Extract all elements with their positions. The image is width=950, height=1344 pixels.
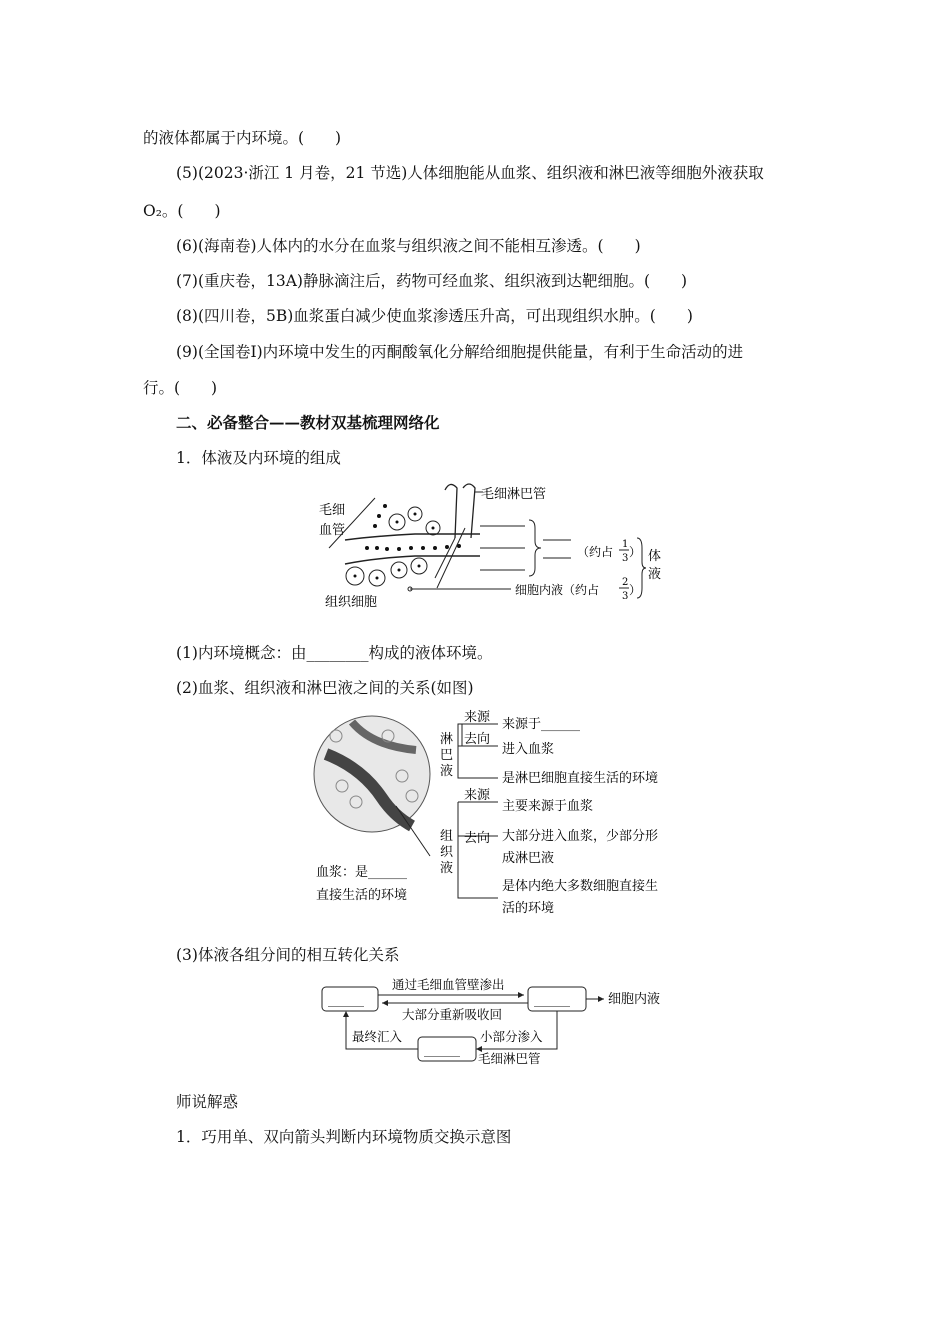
text-line-2: (5)(2023·浙江 1 月卷，21 节选)人体细胞能从血浆、组织液和淋巴液等细胞外液获取 bbox=[176, 164, 764, 182]
item-heading-1: 1．体液及内环境的组成 bbox=[176, 449, 341, 467]
question-2: (2)血浆、组织液和淋巴液之间的关系(如图) bbox=[176, 679, 474, 697]
tissue-cell-label: 组织细胞 bbox=[325, 595, 378, 610]
small-part-text-1: 小部分渗入 bbox=[480, 1029, 543, 1044]
final-join-text: 最终汇入 bbox=[352, 1029, 403, 1044]
tissue-env-text-1: 是体内绝大多数细胞直接生 bbox=[502, 879, 659, 894]
plasma-box-blank: ______ bbox=[328, 993, 364, 1007]
teacher-heading: 师说解惑 bbox=[176, 1093, 239, 1111]
tissue-source-label: 来源 bbox=[464, 788, 491, 803]
lymph-char-1: 淋 bbox=[440, 732, 454, 747]
body-fluid-figure bbox=[315, 478, 675, 618]
fluid-relationship-figure bbox=[312, 706, 682, 924]
lymph-dest-text: 进入血浆 bbox=[502, 742, 555, 757]
tissue-env-text-2: 活的环境 bbox=[502, 901, 555, 916]
tissue-char-1: 组 bbox=[440, 829, 454, 844]
frac2-num: 2 bbox=[622, 577, 629, 588]
approx-third-label: （约占 bbox=[577, 545, 614, 559]
lymph-source-text: 来源于______ bbox=[502, 717, 581, 732]
reabsorb-text: 大部分重新吸收回 bbox=[402, 1007, 503, 1022]
body-fluid-label-1: 体 bbox=[648, 549, 662, 564]
tip-1: 1．巧用单、双向箭头判断内环境物质交换示意图 bbox=[176, 1128, 512, 1146]
text-line-3: O₂。( ) bbox=[143, 202, 221, 220]
tissue-cells bbox=[346, 507, 440, 586]
tissue-char-3: 液 bbox=[440, 861, 454, 876]
conversion-figure bbox=[318, 975, 678, 1065]
tissue-char-2: 织 bbox=[440, 845, 454, 860]
text-line-6: (8)(四川卷，5B)血浆蛋白减少使血浆渗透压升高，可出现组织水肿。( ) bbox=[176, 307, 693, 325]
intracellular-text: 细胞内液 bbox=[608, 992, 661, 1007]
lymph-env-text: 是淋巴细胞直接生活的环境 bbox=[502, 771, 659, 786]
frac2-den: 3 bbox=[622, 591, 629, 602]
plasma-label-2: 直接生活的环境 bbox=[316, 888, 408, 903]
text-line-7: (9)(全国卷Ⅰ)内环境中发生的丙酮酸氧化分解给细胞提供能量，有利于生命活动的进 bbox=[176, 343, 744, 361]
tissue-dest-label: 去向 bbox=[464, 831, 491, 846]
section-heading: 二、必备整合——教材双基梳理网络化 bbox=[176, 413, 440, 432]
tissue-dest-text-2: 成淋巴液 bbox=[502, 851, 555, 866]
text-line-8: 行。( ) bbox=[143, 379, 218, 397]
tissue-box-blank: ______ bbox=[534, 993, 570, 1007]
question-1: (1)内环境概念：由________构成的液体环境。 bbox=[176, 644, 493, 662]
tissue-source-text: 主要来源于血浆 bbox=[502, 799, 594, 814]
capillary-label-2: 血管 bbox=[319, 523, 346, 538]
body-fluid-label-2: 液 bbox=[648, 567, 662, 582]
text-line-1: 的液体都属于内环境。( ) bbox=[143, 129, 342, 147]
tissue-dest-text-1: 大部分进入血浆，少部分形 bbox=[502, 829, 659, 844]
intracellular-label: 细胞内液（约占 bbox=[515, 583, 600, 597]
text-line-4: (6)(海南卷)人体内的水分在血浆与组织液之间不能相互渗透。( ) bbox=[176, 237, 641, 255]
plasma-label-1: 血浆：是______ bbox=[316, 865, 408, 880]
lymph-char-3: 液 bbox=[440, 764, 454, 779]
lymph-capillary-label: 毛细淋巴管 bbox=[481, 487, 547, 502]
blood-dots bbox=[365, 504, 461, 551]
small-part-text-2: 毛细淋巴管 bbox=[478, 1051, 541, 1065]
close-2: ） bbox=[629, 583, 642, 597]
close-1: ） bbox=[629, 545, 642, 559]
frac1-den: 3 bbox=[622, 553, 629, 564]
tissue-micrograph bbox=[314, 716, 430, 832]
lymph-box-blank: ______ bbox=[424, 1043, 460, 1057]
lymph-source-label: 来源 bbox=[464, 710, 491, 725]
text-line-5: (7)(重庆卷，13A)静脉滴注后，药物可经血浆、组织液到达靶细胞。( ) bbox=[176, 272, 688, 290]
question-3: (3)体液各组分间的相互转化关系 bbox=[176, 946, 400, 964]
lymph-dest-label: 去向 bbox=[464, 732, 491, 747]
frac1-num: 1 bbox=[622, 539, 629, 550]
through-wall-text: 通过毛细血管壁渗出 bbox=[392, 977, 505, 992]
capillary-label: 毛细 bbox=[319, 503, 346, 518]
lymph-char-2: 巴 bbox=[440, 748, 454, 763]
